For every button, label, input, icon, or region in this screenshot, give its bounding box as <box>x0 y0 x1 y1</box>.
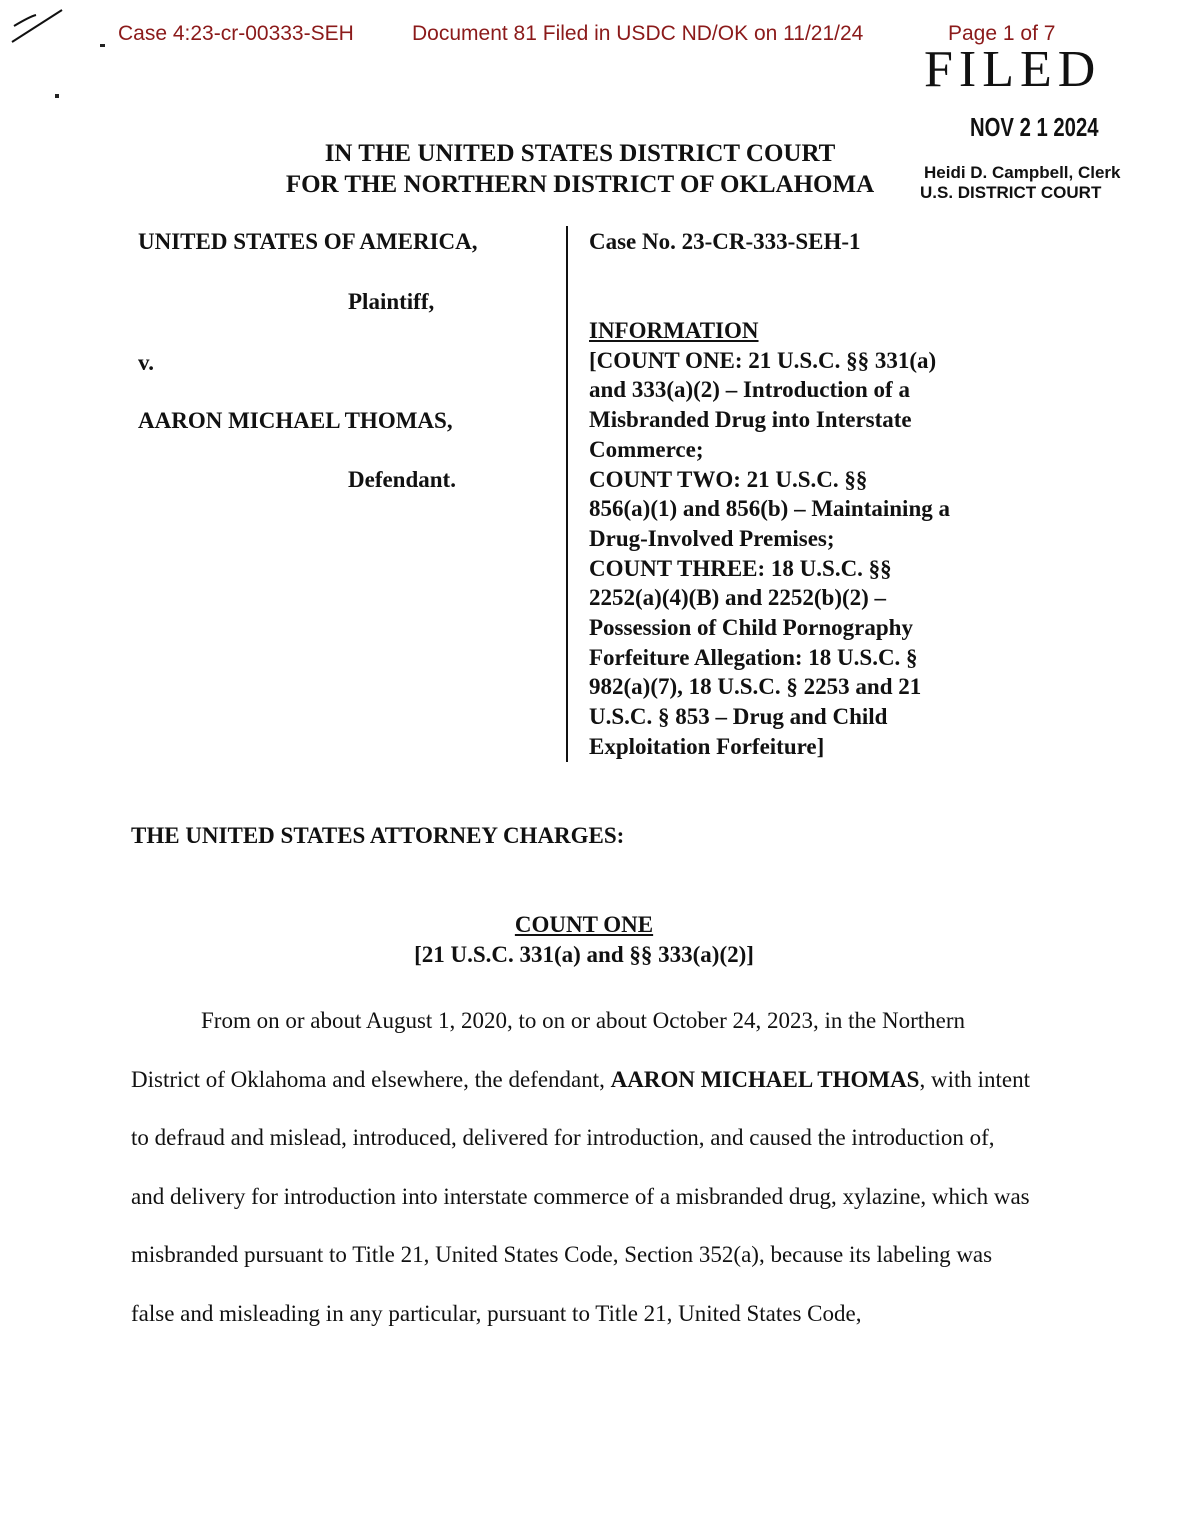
case-number-stamp: Case 4:23-cr-00333-SEH <box>118 22 354 45</box>
paragraph-text-start: From on or about August 1, 2020, to on or about October 24, 2023, in the Northern District of Oklahoma and elsewhere, the defendant, <box>131 1008 966 1092</box>
information-line: Exploitation Forfeiture] <box>589 733 825 759</box>
information-line: 856(a)(1) and 856(b) – Maintaining a <box>589 496 950 522</box>
information-line: 2252(a)(4)(B) and 2252(b)(2) – <box>589 585 887 611</box>
plaintiff-name: UNITED STATES OF AMERICA, <box>138 229 478 254</box>
speck <box>55 94 59 98</box>
information-block <box>589 316 1019 762</box>
information-line: Drug-Involved Premises; <box>589 525 835 551</box>
handwritten-initial-mark <box>6 6 66 46</box>
plaintiff-role: Plaintiff, <box>348 289 435 314</box>
count-one-citation: [21 U.S.C. 331(a) and §§ 333(a)(2)] <box>414 942 754 967</box>
count-one-paragraph <box>131 992 1031 1344</box>
court-title <box>240 138 920 200</box>
defendant-name: AARON MICHAEL THOMAS, <box>138 408 453 433</box>
clerk-name: Heidi D. Campbell, Clerk <box>924 163 1121 182</box>
information-line: Possession of Child Pornography <box>589 615 913 641</box>
court-title-line1: IN THE UNITED STATES DISTRICT COURT <box>324 140 836 167</box>
charges-heading: THE UNITED STATES ATTORNEY CHARGES: <box>131 823 625 848</box>
defendant-role: Defendant. <box>348 467 456 492</box>
versus: v. <box>138 350 154 375</box>
document-filed-stamp: Document 81 Filed in USDC ND/OK on 11/21/24 <box>412 22 864 45</box>
page-number-stamp: Page 1 of 7 <box>948 22 1056 45</box>
information-line: Commerce; <box>589 436 704 462</box>
information-line: 982(a)(7), 18 U.S.C. § 2253 and 21 <box>589 674 922 700</box>
filed-stamp-word: FILED <box>924 41 1102 98</box>
caption-divider <box>566 226 568 762</box>
information-line: Forfeiture Allegation: 18 U.S.C. § <box>589 644 918 670</box>
paragraph-text-end: , with intent to defraud and mislead, introduced, delivered for introduction, and caused the introduction of, and delivery for introduction into interstate commerce of a misbranded drug, xylazine, which was misbranded pursuant to Title 21, United States Code, Section 352(a), because its labeling was false and misleading in any particular, pursuant to Title 21, United States Code, <box>131 1066 1030 1326</box>
speck <box>100 44 105 47</box>
information-line: Misbranded Drug into Interstate <box>589 407 912 433</box>
information-line: COUNT TWO: 21 U.S.C. §§ <box>589 466 868 492</box>
court-title-line2: FOR THE NORTHERN DISTRICT OF OKLAHOMA <box>285 171 875 198</box>
clerk-court: U.S. DISTRICT COURT <box>920 183 1102 202</box>
information-line: [COUNT ONE: 21 U.S.C. §§ 331(a) <box>589 347 937 373</box>
filed-stamp-date: NOV 2 1 2024 <box>970 112 1099 142</box>
case-number: Case No. 23-CR-333-SEH-1 <box>589 229 861 254</box>
defendant-name-inline: AARON MICHAEL THOMAS <box>610 1066 920 1092</box>
information-line: U.S.C. § 853 – Drug and Child <box>589 704 888 730</box>
information-line: and 333(a)(2) – Introduction of a <box>589 377 910 403</box>
information-title: INFORMATION <box>589 318 759 343</box>
count-one-title: COUNT ONE <box>514 912 654 937</box>
information-line: COUNT THREE: 18 U.S.C. §§ <box>589 555 892 581</box>
